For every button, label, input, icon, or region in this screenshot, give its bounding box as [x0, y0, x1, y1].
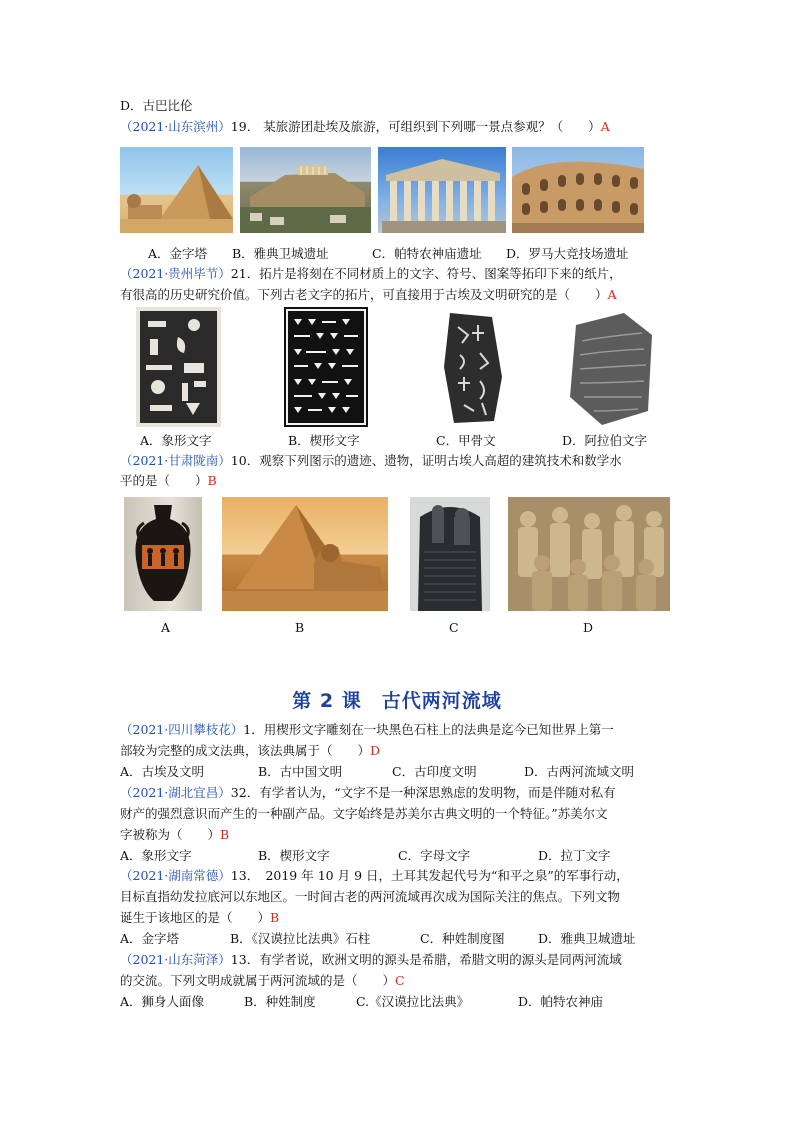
- question-13b-cont: [120, 971, 405, 991]
- option-d: D．帕特农神庙: [518, 994, 604, 1009]
- option-a: A．金字塔: [120, 931, 180, 946]
- option-c: C．甲骨文: [436, 433, 496, 448]
- oracle-bone-rubbing: [436, 307, 510, 427]
- option-b: B．古中国文明: [258, 764, 343, 779]
- question-source: （2021·山东滨州）: [120, 119, 231, 134]
- question-text: 32．有学者认为，“文字不是一种深思熟虑的发明物，而是伴随对私有: [230, 785, 616, 800]
- question-10-cont: [120, 471, 217, 491]
- option-b: B．楔形文字: [258, 848, 330, 863]
- question-source: （2021·山东菏泽）: [120, 952, 231, 967]
- question-13b: [120, 950, 622, 970]
- question-1-cont: [120, 741, 380, 761]
- terracotta-army-photo: [508, 497, 670, 611]
- question-text: 13． 2019 年 10 月 9 日，土耳其发起代号为“和平之泉”的军事行动，: [230, 868, 629, 883]
- question-21: [120, 264, 622, 284]
- question-text: 13．有学者说，欧洲文明的源头是希腊，希腊文明的源头是同两河流域: [230, 952, 622, 967]
- question-source: （2021·贵州毕节）: [120, 266, 231, 281]
- parthenon-photo: [378, 147, 506, 233]
- question-text: 的交流。下列文明成就属于两河流域的是（ ）: [120, 973, 396, 988]
- question-1: [120, 720, 614, 740]
- question-text: 1．用楔形文字雕刻在一块黑色石柱上的法典是迄今已知世界上第一: [243, 722, 614, 737]
- lesson-number: 第 2 课: [292, 690, 362, 712]
- question-source: （2021·四川攀枝花）: [120, 722, 244, 737]
- question-text: 有很高的历史研究价值。下列古老文字的拓片，可直接用于古埃及文明研究的是（ ）: [120, 287, 608, 302]
- option-d: D．拉丁文字: [538, 848, 611, 863]
- image-label-b: B: [295, 620, 305, 635]
- option-d: D．罗马大竞技场遗址: [506, 246, 629, 261]
- answer-key: D: [370, 743, 381, 758]
- option-d: D．雅典卫城遗址: [538, 931, 636, 946]
- question-text: 字被称为（ ）: [120, 827, 221, 842]
- option-d: D．古两河流域文明: [524, 764, 635, 779]
- question-text: 21．拓片是将刻在不同材质上的文字、符号、图案等拓印下来的纸片，: [230, 266, 622, 281]
- answer-key: B: [270, 910, 280, 925]
- question-text: 部较为完整的成文法典，该法典属于（ ）: [120, 743, 371, 758]
- question-32: [120, 783, 616, 803]
- answer-key: B: [220, 827, 230, 842]
- question-13a-cont: [120, 887, 620, 907]
- option-a: A．狮身人面像: [120, 994, 205, 1009]
- option-b: B．种姓制度: [244, 994, 316, 1009]
- question-32-cont: [120, 804, 608, 824]
- option-c: C．种姓制度图: [420, 931, 505, 946]
- answer-key: C: [395, 973, 405, 988]
- question-source: （2021·湖北宜昌）: [120, 785, 231, 800]
- option-b: B．雅典卫城遗址: [232, 246, 329, 261]
- question-13a-cont2: [120, 908, 279, 928]
- image-label-d: D: [583, 620, 594, 635]
- question-10: [120, 451, 622, 471]
- lesson-title: [0, 686, 794, 713]
- option-c: C.《汉谟拉比法典》: [356, 994, 470, 1009]
- option-c: C．字母文字: [398, 848, 471, 863]
- answer-key: A: [607, 287, 617, 302]
- question-source: （2021·湖南常德）: [120, 868, 231, 883]
- amphora-photo: [124, 497, 202, 611]
- question-text: 10．观察下列图示的遗迹、遗物，证明古埃人高超的建筑技术和数学水: [230, 453, 622, 468]
- question-text: 财产的强烈意识而产生的一种副产品。文字始终是苏美尔古典文明的一个特征。”苏美尔文: [120, 806, 608, 821]
- question-source: （2021·甘肃陇南）: [120, 453, 231, 468]
- question-19: [120, 117, 610, 137]
- option-a: A．象形文字: [120, 848, 192, 863]
- question-32-cont2: [120, 825, 229, 845]
- question-text: 平的是（ ）: [120, 473, 208, 488]
- answer-key: B: [207, 473, 217, 488]
- option-b: B．楔形文字: [288, 433, 360, 448]
- code-of-hammurabi-stele: [410, 497, 490, 611]
- question-13a: [120, 866, 629, 886]
- pyramid-sphinx-photo: [222, 497, 388, 611]
- option-a: A．金字塔: [148, 246, 208, 261]
- option-b: B．《汉谟拉比法典》石柱: [230, 931, 371, 946]
- option-d: D．阿拉伯文字: [562, 433, 648, 448]
- question-text: 19. 某旅游团赴埃及旅游，可组织到下列哪一景点参观？（ ）: [230, 119, 601, 134]
- image-label-c: C: [449, 620, 459, 635]
- option-line: D．古巴比伦: [120, 98, 193, 113]
- option-c: C．帕特农神庙遗址: [372, 246, 482, 261]
- hieroglyph-rubbing: [136, 307, 221, 427]
- option-a: A．象形文字: [140, 433, 212, 448]
- cuneiform-rubbing: [284, 307, 368, 427]
- option-c: C．古印度文明: [392, 764, 477, 779]
- image-label-a: A: [161, 620, 171, 635]
- answer-key: A: [600, 119, 610, 134]
- acropolis-photo: [240, 147, 371, 233]
- arabic-rubbing: [566, 307, 656, 427]
- lesson-name: 古代两河流域: [381, 690, 502, 712]
- question-text: 诞生于该地区的是（ ）: [120, 910, 271, 925]
- option-a: A．古埃及文明: [120, 764, 205, 779]
- pyramid-photo: [120, 147, 233, 233]
- colosseum-photo: [512, 147, 644, 233]
- question-text: 目标直指幼发拉底河以东地区。一时间古老的两河流域再次成为国际关注的焦点。下列文物: [120, 889, 621, 904]
- question-21-cont: [120, 285, 617, 305]
